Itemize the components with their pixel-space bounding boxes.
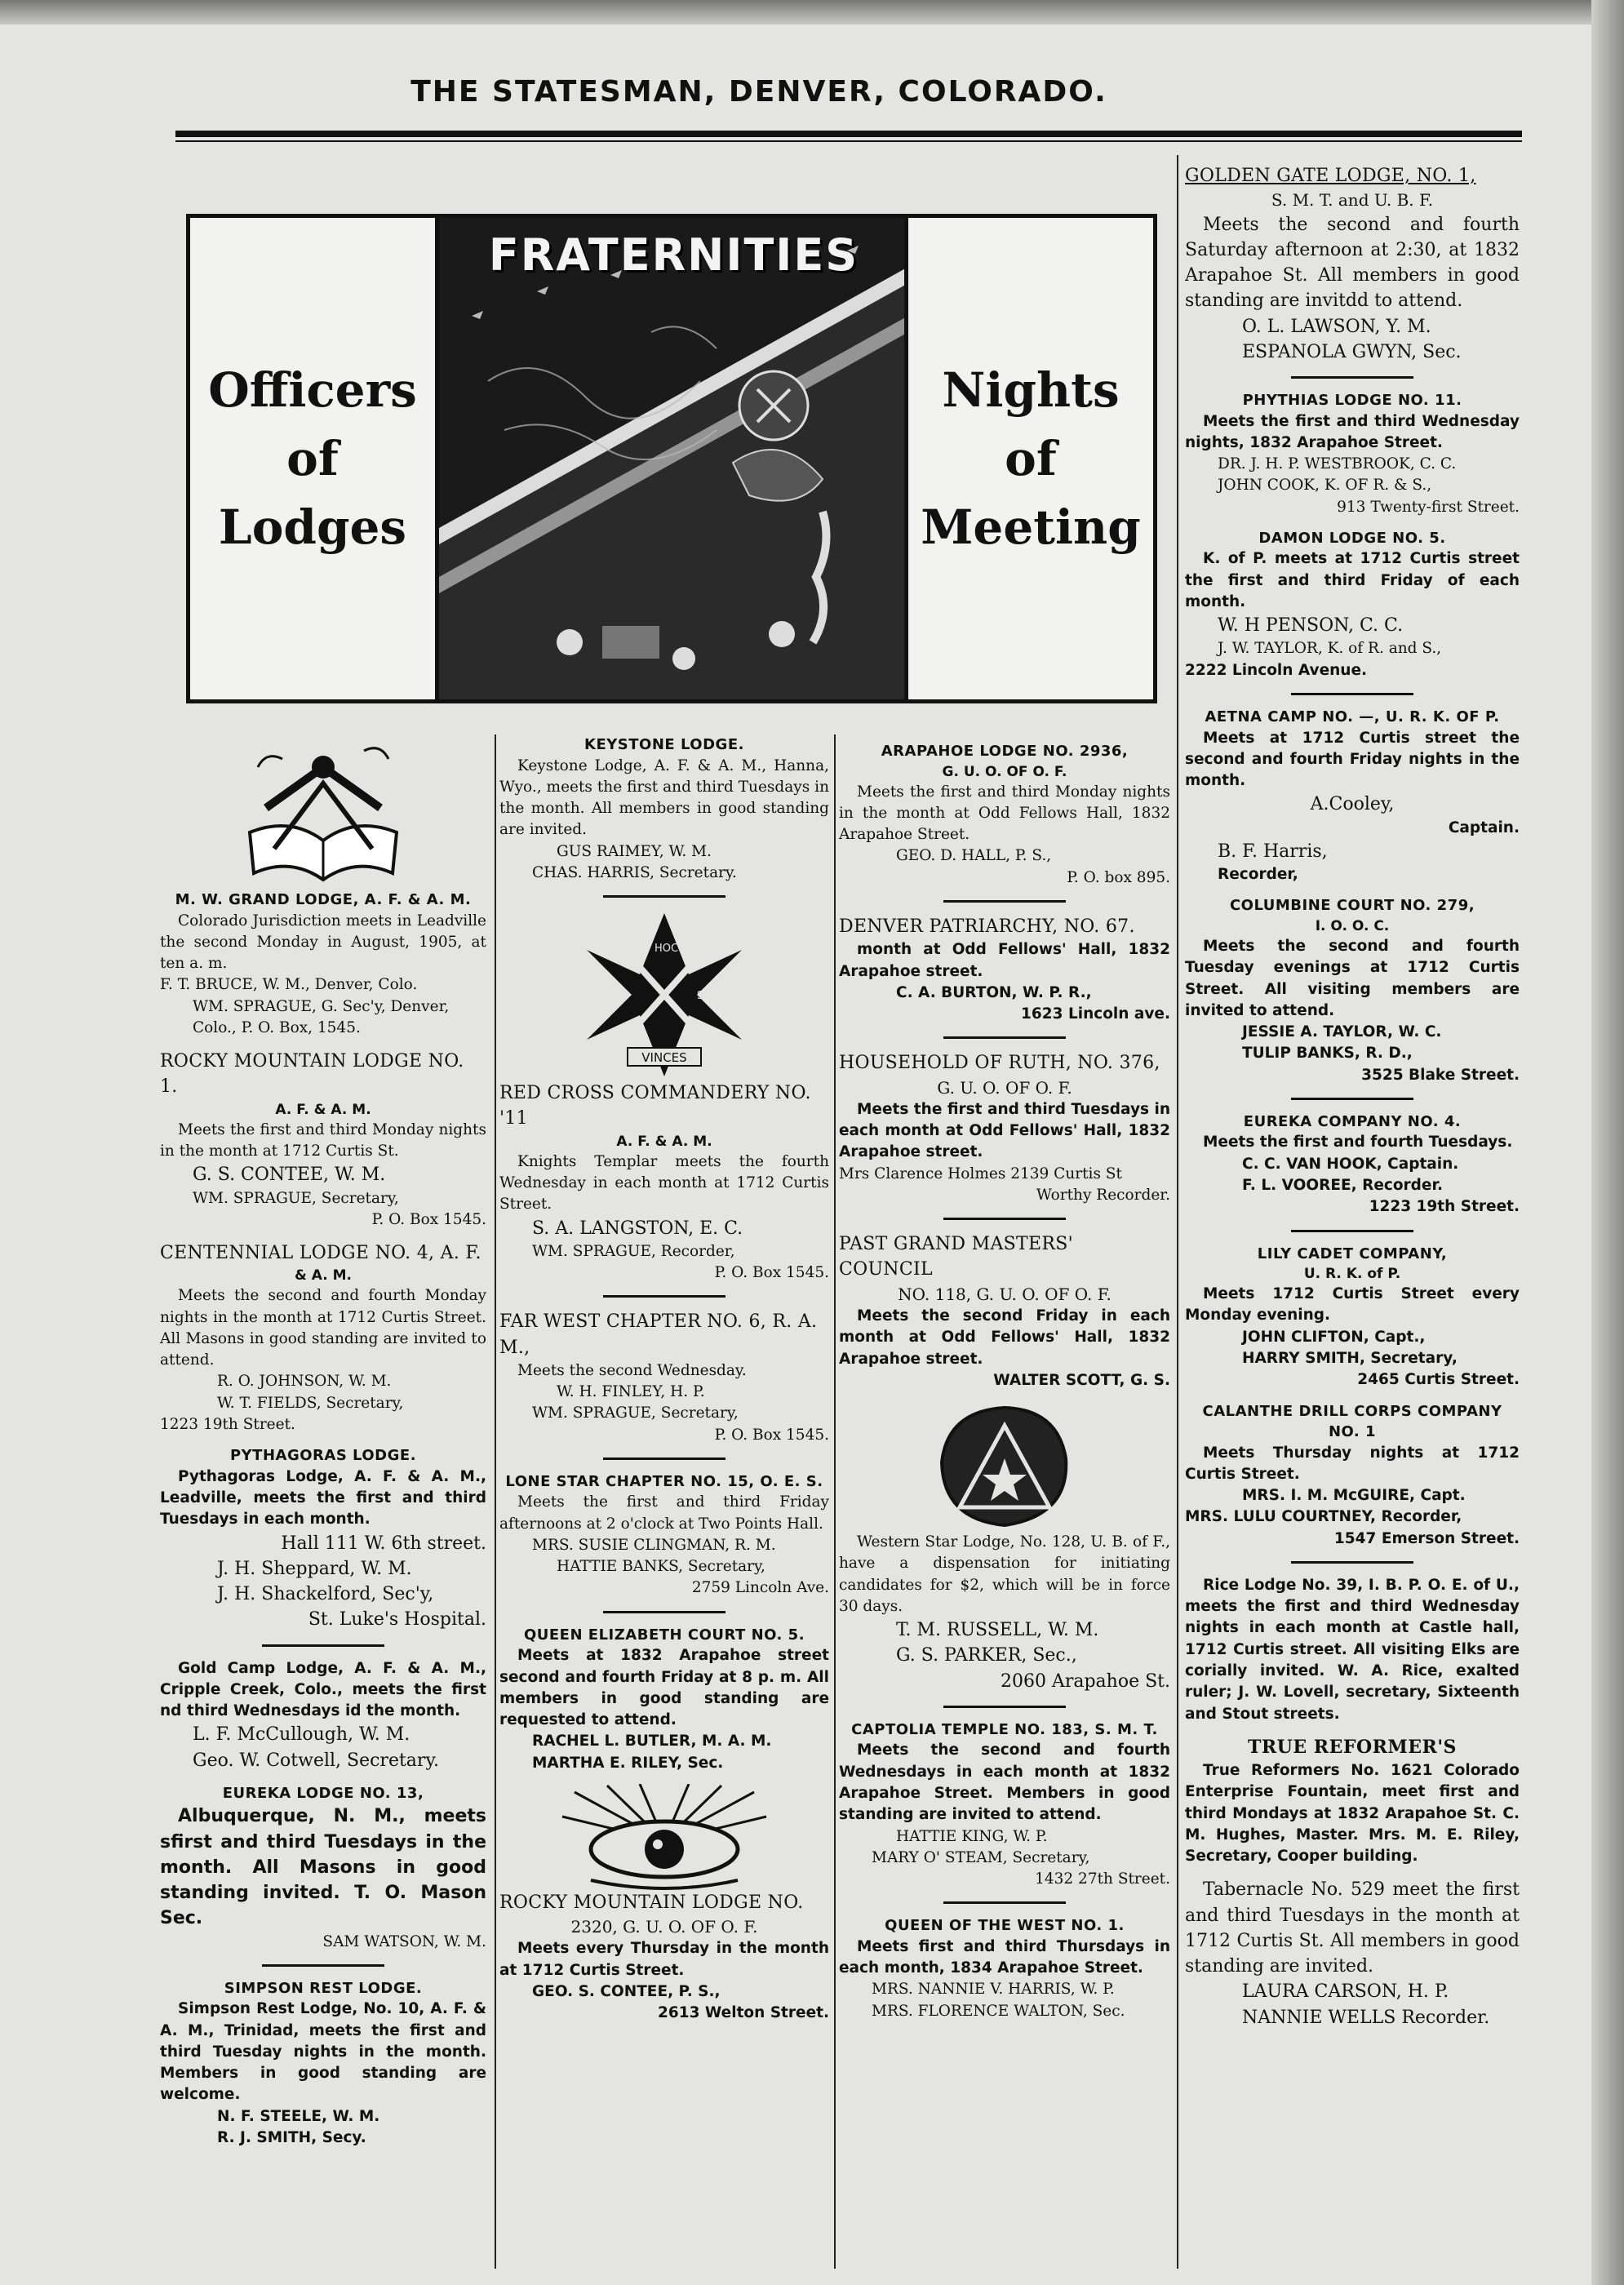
page-edge-top (0, 0, 1624, 24)
entry-body: Meets the first and third Friday afternoons at 2 o'clock at Two Points Hall. (499, 1493, 829, 1533)
entry-body: Meets the second and fourth Saturday afternoon at 2:30, at 1832 Arapahoe St. All members in good standing are invitdd to attend. (1185, 214, 1520, 312)
entry-officer: G. S. PARKER, Sec., (896, 1645, 1077, 1666)
entry-body: Meets the second and fourth Wednesdays in each month at 1832 Arapahoe Street. Members in good standing are invited to attend. (839, 1741, 1170, 1824)
entry-officer: LAURA CARSON, H. P. (1242, 1981, 1449, 2003)
entry-title: CALANTHE DRILL CORPS COMPANY NO. 1 (1202, 1402, 1502, 1441)
entry-body: Meets 1712 Curtis Street every Monday evening. (1185, 1285, 1520, 1324)
column-2 (499, 734, 829, 2034)
entry-officer: WM. SPRAGUE, Recorder, (532, 1242, 735, 1260)
section-rule (603, 1458, 725, 1460)
entry-officer: Worthy Recorder. (1036, 1186, 1170, 1204)
column-divider (495, 734, 496, 2269)
lodge-entry (160, 1658, 486, 1773)
entry-officer: G. S. CONTEE, W. M. (193, 1165, 386, 1186)
entry-address: Hall 111 W. 6th street. (281, 1533, 486, 1554)
entry-officer: JOHN CLIFTON, Capt., (1242, 1328, 1426, 1346)
entry-body: Colorado Jurisdiction meets in Leadville the second Monday in August, 1905, at ten a. m. (160, 912, 486, 973)
column-3 (839, 741, 1170, 2032)
entry-subtitle: G. U. O. OF O. F. (937, 1077, 1072, 1098)
entry-officer: C. C. VAN HOOK, Captain. (1242, 1155, 1459, 1173)
entry-body: Knights Templar meets the fourth Wednesday in each month at 1712 Curtis Street. (499, 1152, 829, 1213)
cross-text: SIGNO (697, 990, 732, 1003)
entry-officer: NANNIE WELLS Recorder. (1242, 2007, 1490, 2028)
banner-right-line: Nights (942, 362, 1120, 418)
banner-left-line: Lodges (218, 499, 407, 556)
western-star-emblem-icon (935, 1401, 1074, 1532)
entry-officer: JESSIE A. TAYLOR, W. C. (1242, 1023, 1442, 1041)
banner-illustration (439, 218, 908, 699)
section-rule (262, 1644, 384, 1647)
entry-subtitle: NO. 118, G. U. O. OF O. F. (898, 1284, 1112, 1304)
entry-subtitle: I. O. O. C. (1315, 917, 1390, 934)
entry-officer: HATTIE KING, W. P. (896, 1827, 1048, 1845)
lodge-entry (1185, 1735, 1520, 1868)
entry-address: 2222 Lincoln Avenue. (1185, 661, 1368, 679)
entry-officer: GEO. S. CONTEE, P. S., (532, 1983, 721, 2000)
entry-body: Meets the second and fourth Tuesday evenings at 1712 Curtis Street. All visiting members are invited to attend. (1185, 938, 1520, 1019)
section-rule (603, 1611, 725, 1613)
entry-body: Pythagoras Lodge, A. F. & A. M., Leadville, meets the first and third Tuesdays in each month. (160, 1467, 486, 1529)
illustration-art (439, 218, 908, 699)
lodge-entry (839, 1231, 1170, 1391)
section-rule (1291, 376, 1413, 379)
entry-body: Tabernacle No. 529 meet the first and third Tuesdays in the month at 1712 Curtis St. All members in good standing are invited. (1185, 1879, 1520, 1977)
entry-title: ARAPAHOE LODGE NO. 2936, (881, 743, 1129, 760)
banner-right-panel (904, 218, 1153, 699)
entry-officer: Recorder, (1218, 866, 1298, 884)
entry-title: ROCKY MOUNTAIN LODGE NO. (499, 1892, 804, 1913)
lodge-entry (1185, 1401, 1520, 1550)
entry-title: DENVER PATRIARCHY, NO. 67. (839, 916, 1135, 937)
entry-officer: WM. SPRAGUE, Secretary, (193, 1189, 399, 1207)
entry-title: CENTENNIAL LODGE NO. 4, A. F. (160, 1243, 481, 1264)
entry-officer: MARTHA E. RILEY, Sec. (532, 1754, 724, 1772)
entry-officer: J. H. Shackelford, Sec'y, (217, 1584, 434, 1605)
entry-officer: Mrs Clarence Holmes 2139 Curtis St (839, 1165, 1122, 1182)
entry-officer: N. F. STEELE, W. M. (217, 2107, 380, 2125)
banner-title: FRATERNITIES (488, 229, 859, 281)
lodge-entry (1185, 1575, 1520, 1725)
entry-body: Western Star Lodge, No. 128, U. B. of F., have a dispensation for initiating candidates for $2, which will be in force 30 days. (839, 1533, 1170, 1615)
entry-body: Keystone Lodge, A. F. & A. M., Hanna, Wyo., meets the first and third Tuesdays in the month. All members in good standing are invited. (499, 756, 829, 839)
entry-body: Meets the first and third Tuesdays in each month at Odd Fellows' Hall, 1832 Arapahoe street. (839, 1100, 1170, 1161)
entry-subtitle: G. U. O. OF O. F. (942, 763, 1067, 780)
entry-title: LONE STAR CHAPTER NO. 15, O. E. S. (505, 1472, 823, 1490)
entry-body: month at Odd Fellows' Hall, 1832 Arapahoe street. (839, 941, 1170, 980)
lodge-entry (839, 1050, 1170, 1206)
entry-officer: WM. SPRAGUE, G. Sec'y, Denver, Colo., P. O. Box, 1545. (193, 997, 450, 1036)
entry-title: GOLDEN GATE LODGE, NO. 1, (1185, 166, 1476, 186)
bible-square-compass-icon (242, 734, 405, 890)
entry-subtitle: S. M. T. and U. B. F. (1271, 190, 1434, 211)
column-divider (834, 734, 836, 2269)
entry-address: P. O. Box 1545. (714, 1426, 829, 1444)
entry-officer: A.Cooley, (1310, 794, 1395, 815)
lodge-entry (1185, 163, 1520, 365)
lodge-entry (499, 1890, 829, 2025)
entry-body: True Reformers No. 1621 Colorado Enterprise Fountain, meet first and third Mondays at 1832 Arapahoe St. C. M. Hughes, Master. Mrs. M. E. Riley, Secretary, Cooper building. (1185, 1762, 1520, 1866)
section-rule (943, 1218, 1066, 1220)
page-header: THE STATESMAN, DENVER, COLORADO. (410, 75, 1107, 109)
entry-body: Meets the first and fourth Tuesdays. (1203, 1134, 1513, 1151)
entry-officer: L. F. McCullough, W. M. (193, 1724, 410, 1746)
entry-officer: JOHN COOK, K. OF R. & S., (1218, 477, 1432, 495)
entry-body: Meets Thursday nights at 1712 Curtis Street. (1185, 1444, 1520, 1483)
entry-title: AETNA CAMP NO. —, U. R. K. OF P. (1205, 708, 1500, 726)
entry-body: Meets the second and fourth Monday nights in the month at 1712 Curtis Street. All Masons in good standing are invited to attend. (160, 1287, 486, 1369)
header-rule-thin (175, 140, 1522, 142)
lodge-entry (499, 1471, 829, 1600)
section-rule (1291, 1561, 1413, 1564)
lodge-entry (160, 1783, 486, 1953)
entry-title: PAST GRAND MASTERS' COUNCIL (839, 1234, 1073, 1280)
entry-officer: RACHEL L. BUTLER, M. A. M. (532, 1733, 772, 1750)
lodge-entry (1185, 1877, 1520, 2030)
entry-address: P. O. Box 1545. (371, 1210, 486, 1228)
entry-officer: W. H. FINLEY, H. P. (557, 1383, 705, 1401)
section-rule (943, 900, 1066, 903)
entry-title: QUEEN ELIZABETH COURT NO. 5. (523, 1626, 805, 1644)
entry-subtitle: U. R. K. of P. (1303, 1266, 1401, 1283)
entry-officer: DR. J. H. P. WESTBROOK, C. C. (1218, 455, 1457, 473)
lodge-entry (160, 1240, 486, 1435)
entry-officer: MRS. NANNIE V. HARRIS, W. P. (872, 1981, 1115, 1999)
entry-address: 1623 Lincoln ave. (1021, 1005, 1170, 1023)
entry-officer: R. O. JOHNSON, W. M. (217, 1373, 392, 1391)
entry-officer: Captain. (1448, 819, 1520, 836)
entry-title: LILY CADET COMPANY, (1257, 1245, 1448, 1262)
entry-title: PHYTHIAS LODGE NO. 11. (1242, 392, 1462, 410)
lodge-entry (499, 1080, 829, 1284)
lodge-entry (1185, 528, 1520, 681)
column-divider (1177, 155, 1178, 2269)
lodge-entry (839, 741, 1170, 889)
entry-subtitle: & A. M. (295, 1267, 352, 1284)
section-rule (1291, 1230, 1413, 1232)
entry-title: KEYSTONE LODGE. (584, 736, 744, 753)
entry-officer: S. A. LANGSTON, E. C. (532, 1218, 743, 1239)
lodge-entry (160, 890, 486, 1039)
entry-body: K. of P. meets at 1712 Curtis street the first and third Friday of each month. (1185, 550, 1520, 610)
lodge-entry (160, 1978, 486, 2149)
entry-body: Simpson Rest Lodge, No. 10, A. F. & A. M., Trinidad, meets the first and third Tuesday nights in the month. Members in good standing are welcome. (160, 2000, 486, 2104)
entry-title: DAMON LODGE NO. 5. (1258, 529, 1446, 547)
section-rule (1291, 693, 1413, 695)
column-4 (1185, 163, 1520, 2040)
entry-body: Rice Lodge No. 39, I. B. P. O. E. of U., meets the first and third Wednesday nights in each month at Castle hall, 1712 Curtis street. All visiting Elks are corially invited. W. A. Rice, exalted ruler; J. W. Lovell, secretary, Sixteenth and Stout streets. (1185, 1576, 1520, 1723)
entry-officer: MRS. FLORENCE WALTON, Sec. (872, 2002, 1125, 2020)
all-seeing-eye-icon (558, 1784, 770, 1890)
entry-title: PYTHAGORAS LODGE. (229, 1447, 417, 1465)
section-rule (943, 1036, 1066, 1039)
cross-text: IN (614, 990, 625, 1003)
entry-body: Gold Camp Lodge, A. F. & A. M., Cripple Creek, Colo., meets the first nd third Wednesdays id the month. (160, 1659, 486, 1720)
entry-officer: F. L. VOOREE, Recorder. (1242, 1176, 1443, 1194)
entry-body: Meets first and third Thursdays in each month, 1834 Arapahoe Street. (839, 1937, 1170, 1977)
entry-address: 2613 Welton Street. (658, 2004, 829, 2022)
entry-officer: W. H PENSON, C. C. (1218, 615, 1404, 637)
lodge-entry (839, 1719, 1170, 1890)
entry-address: 2060 Arapahoe St. (1000, 1670, 1170, 1692)
lodge-entry (160, 1049, 486, 1231)
entry-officer: F. T. BRUCE, W. M., Denver, Colo. (160, 976, 418, 994)
entry-address: 1223 19th Street. (160, 1415, 295, 1433)
entry-body: Meets the second Wednesday. (517, 1361, 747, 1379)
lodge-entry (499, 1625, 829, 1774)
page-edge-right (1591, 0, 1624, 2285)
cross-text: HOC (654, 943, 679, 956)
entry-officer: MARY O' STEAM, Secretary, (872, 1848, 1090, 1866)
entry-title: TRUE REFORMER'S (1248, 1736, 1457, 1758)
header-rule (175, 131, 1522, 137)
entry-body: Meets at 1712 Curtis street the second and fourth Friday nights in the month. (1185, 729, 1520, 790)
lodge-entry (1185, 1244, 1520, 1391)
fraternities-banner (186, 214, 1157, 703)
entry-body: Meets the first and third Wednesday nights, 1832 Arapahoe Street. (1185, 412, 1520, 451)
entry-subtitle: 2320, G. U. O. OF O. F. (570, 1917, 758, 1937)
entry-address: St. Luke's Hospital. (308, 1609, 486, 1631)
entry-officer: R. J. SMITH, Secy. (217, 2128, 366, 2146)
entry-officer: W. T. FIELDS, Secretary, (217, 1394, 404, 1412)
lodge-entry (1185, 390, 1520, 518)
entry-officer: GEO. D. HALL, P. S., (896, 847, 1052, 865)
lodge-entry (499, 1309, 829, 1446)
banner-right-line: of (1005, 430, 1057, 486)
entry-officer: T. M. RUSSELL, W. M. (896, 1620, 1099, 1641)
lodge-entry (839, 914, 1170, 1025)
lodge-entry (839, 1915, 1170, 2022)
banner-left-line: Officers (208, 362, 417, 418)
entry-title: EUREKA LODGE NO. 13, (222, 1784, 424, 1802)
entry-officer: HATTIE BANKS, Secretary, (557, 1558, 765, 1576)
entry-body: Meets the second Friday in each month at Odd Fellows' Hall, 1832 Arapahoe street. (839, 1307, 1170, 1368)
entry-address: P. O. box 895. (1067, 868, 1170, 886)
lodge-entry (160, 1445, 486, 1632)
section-rule (603, 895, 725, 898)
entry-body: Meets at 1832 Arapahoe street second and fourth Friday at 8 p. m. All members in good standing are requested to attend. (499, 1647, 829, 1729)
banner-left-line: of (286, 430, 339, 486)
cross-banner-text: VINCES (641, 1050, 687, 1066)
entry-title: FAR WEST CHAPTER NO. 6, R. A. M., (499, 1311, 818, 1358)
entry-address: 3525 Blake Street. (1361, 1066, 1520, 1084)
entry-address: 2465 Curtis Street. (1357, 1371, 1520, 1389)
entry-body: Meets the first and third Monday nights in the month at Odd Fellows Hall, 1832 Arapahoe Street. (839, 783, 1170, 844)
banner-right-line: Meeting (921, 499, 1141, 556)
entry-officer: TULIP BANKS, R. D., (1242, 1045, 1413, 1063)
entry-officer: MRS. LULU COURTNEY, Recorder, (1185, 1508, 1462, 1526)
section-rule (262, 1964, 384, 1967)
entry-officer: J. W. TAYLOR, K. of R. and S., (1218, 640, 1442, 658)
entry-title: M. W. GRAND LODGE, A. F. & A. M. (175, 891, 472, 908)
entry-subtitle: A. F. & A. M. (275, 1101, 371, 1118)
entry-address: 1547 Emerson Street. (1333, 1529, 1520, 1547)
entry-title: SIMPSON REST LODGE. (224, 1979, 423, 1997)
lodge-entry (1185, 895, 1520, 1086)
entry-body: Meets the first and third Monday nights in the month at 1712 Curtis St. (160, 1120, 486, 1160)
entry-body: Albuquerque, N. M., meets sfirst and third Tuesdays in the month. All Masons in good standing invited. T. O. Mason Sec. (160, 1806, 486, 1929)
entry-officer: ESPANOLA GWYN, Sec. (1242, 341, 1462, 362)
entry-title: CAPTOLIA TEMPLE NO. 183, S. M. T. (851, 1720, 1158, 1738)
entry-title: COLUMBINE COURT NO. 279, (1229, 897, 1475, 915)
entry-officer: WM. SPRAGUE, Secretary, (532, 1404, 739, 1422)
section-rule (603, 1295, 725, 1298)
entry-officer: B. F. Harris, (1218, 841, 1328, 862)
column-1 (160, 734, 486, 2159)
entry-subtitle: A. F. & A. M. (616, 1133, 712, 1150)
entry-address: 1432 27th Street. (1035, 1870, 1170, 1888)
entry-officer: MRS. I. M. McGUIRE, Capt. (1242, 1487, 1466, 1505)
entry-officer: HARRY SMITH, Secretary, (1242, 1349, 1458, 1367)
lodge-entry (1185, 1111, 1520, 1218)
entry-officer: Geo. W. Cotwell, Secretary. (193, 1750, 439, 1771)
entry-body: Meets every Thursday in the month at 1712 Curtis Street. (499, 1940, 829, 1979)
entry-officer: MRS. SUSIE CLINGMAN, R. M. (532, 1536, 776, 1554)
entry-title: QUEEN OF THE WEST NO. 1. (885, 1917, 1125, 1935)
entry-title: ROCKY MOUNTAIN LODGE NO. 1. (160, 1051, 464, 1098)
lodge-entry (499, 734, 829, 884)
entry-officer: O. L. LAWSON, Y. M. (1242, 316, 1431, 337)
section-rule (943, 1706, 1066, 1708)
section-rule (1291, 1098, 1413, 1100)
entry-officer: SAM WATSON, W. M. (322, 1932, 486, 1950)
entry-officer: WALTER SCOTT, G. S. (993, 1371, 1170, 1389)
entry-title: RED CROSS COMMANDERY NO. '11 (499, 1083, 811, 1129)
entry-address: 1223 19th Street. (1369, 1198, 1520, 1216)
lodge-entry (1185, 707, 1520, 885)
entry-address: P. O. Box 1545. (714, 1264, 829, 1282)
banner-left-panel (190, 218, 439, 699)
entry-address: 2759 Lincoln Ave. (691, 1579, 829, 1597)
templar-cross-icon (583, 909, 746, 1080)
lodge-entry (839, 1532, 1170, 1694)
entry-address: 913 Twenty-first Street. (1337, 498, 1520, 516)
entry-title: EUREKA COMPANY NO. 4. (1243, 1112, 1462, 1130)
entry-title: HOUSEHOLD OF RUTH, NO. 376, (839, 1053, 1160, 1074)
section-rule (943, 1901, 1066, 1904)
entry-officer: C. A. BURTON, W. P. R., (896, 983, 1092, 1001)
entry-officer: GUS RAIMEY, W. M. (557, 842, 712, 860)
entry-officer: J. H. Sheppard, W. M. (217, 1558, 412, 1579)
entry-officer: CHAS. HARRIS, Secretary. (532, 863, 737, 881)
